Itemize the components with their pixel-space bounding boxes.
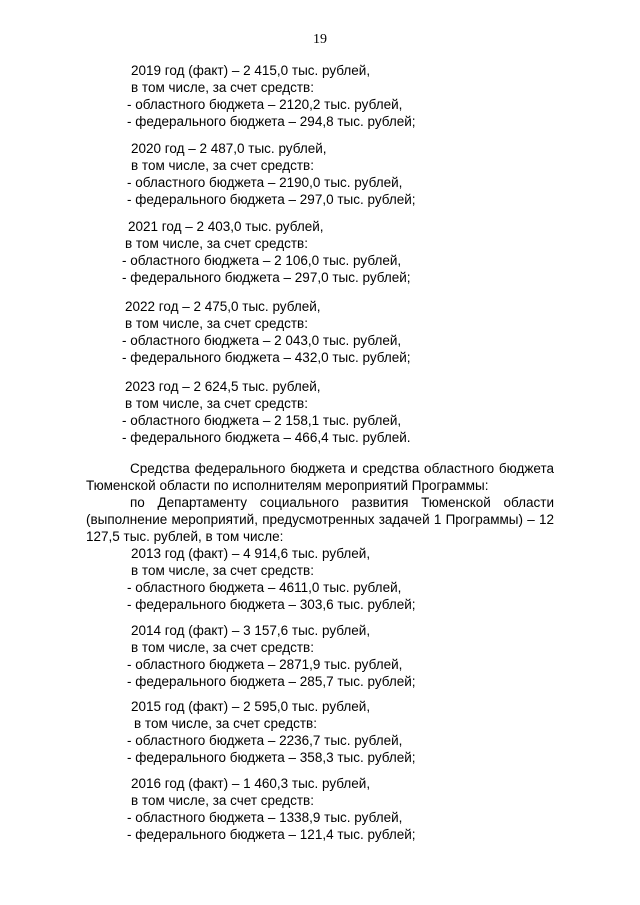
funding-sources-line: в том числе, за счет средств:: [131, 793, 314, 808]
federal-budget-line: - федерального бюджета – 303,6 тыс. рублей;: [127, 597, 416, 612]
regional-budget-line: - областного бюджета – 2120,2 тыс. рублей,: [127, 97, 403, 112]
paragraph-line: Средства федерального бюджета и средства областного бюджета: [130, 461, 554, 476]
regional-budget-line: - областного бюджета – 2 043,0 тыс. рублей,: [122, 333, 402, 348]
funding-sources-line: в том числе, за счет средств:: [131, 563, 314, 578]
year-total-line: 2019 год (факт) – 2 415,0 тыс. рублей,: [131, 63, 371, 78]
regional-budget-line: - областного бюджета – 2 158,1 тыс. рублей,: [122, 413, 402, 428]
year-total-line: 2020 год – 2 487,0 тыс. рублей,: [131, 141, 327, 156]
federal-budget-line: - федерального бюджета – 285,7 тыс. рублей;: [127, 674, 416, 689]
funding-sources-line: в том числе, за счет средств:: [125, 236, 308, 251]
funding-sources-line: в том числе, за счет средств:: [134, 716, 317, 731]
federal-budget-line: - федерального бюджета – 294,8 тыс. рублей;: [127, 114, 416, 129]
paragraph-line: Тюменской области по исполнителям мероприятий Программы:: [86, 478, 489, 493]
regional-budget-line: - областного бюджета – 2871,9 тыс. рублей,: [127, 657, 403, 672]
regional-budget-line: - областного бюджета – 2236,7 тыс. рублей,: [127, 733, 403, 748]
year-total-line: 2014 год (факт) – 3 157,6 тыс. рублей,: [131, 623, 371, 638]
regional-budget-line: - областного бюджета – 1338,9 тыс. рублей,: [127, 810, 403, 825]
funding-sources-line: в том числе, за счет средств:: [131, 158, 314, 173]
paragraph-line: по Департаменту социального развития Тюменской области: [130, 495, 554, 510]
federal-budget-line: - федерального бюджета – 358,3 тыс. рублей;: [127, 750, 416, 765]
paragraph-line: (выполнение мероприятий, предусмотренных задачей 1 Программы) – 12: [86, 512, 554, 527]
funding-sources-line: в том числе, за счет средств:: [125, 316, 308, 331]
page-number: 19: [313, 32, 327, 47]
federal-budget-line: - федерального бюджета – 121,4 тыс. рублей;: [127, 827, 416, 842]
federal-budget-line: - федерального бюджета – 432,0 тыс. рублей;: [122, 350, 411, 365]
funding-sources-line: в том числе, за счет средств:: [131, 640, 314, 655]
year-total-line: 2016 год (факт) – 1 460,3 тыс. рублей,: [131, 776, 371, 791]
year-total-line: 2013 год (факт) – 4 914,6 тыс. рублей,: [131, 546, 371, 561]
federal-budget-line: - федерального бюджета – 297,0 тыс. рублей;: [127, 192, 416, 207]
federal-budget-line: - федерального бюджета – 297,0 тыс. рублей;: [122, 270, 411, 285]
year-total-line: 2015 год (факт) – 2 595,0 тыс. рублей,: [131, 699, 371, 714]
year-total-line: 2022 год – 2 475,0 тыс. рублей,: [125, 299, 321, 314]
year-total-line: 2023 год – 2 624,5 тыс. рублей,: [125, 379, 321, 394]
year-total-line: 2021 год – 2 403,0 тыс. рублей,: [128, 219, 324, 234]
regional-budget-line: - областного бюджета – 2 106,0 тыс. рублей,: [122, 253, 402, 268]
federal-budget-line: - федерального бюджета – 466,4 тыс. рублей.: [122, 430, 411, 445]
funding-sources-line: в том числе, за счет средств:: [131, 80, 314, 95]
regional-budget-line: - областного бюджета – 4611,0 тыс. рублей,: [127, 580, 402, 595]
paragraph-line: 127,5 тыс. рублей, в том числе:: [86, 529, 284, 544]
regional-budget-line: - областного бюджета – 2190,0 тыс. рублей,: [127, 175, 403, 190]
funding-sources-line: в том числе, за счет средств:: [125, 396, 308, 411]
